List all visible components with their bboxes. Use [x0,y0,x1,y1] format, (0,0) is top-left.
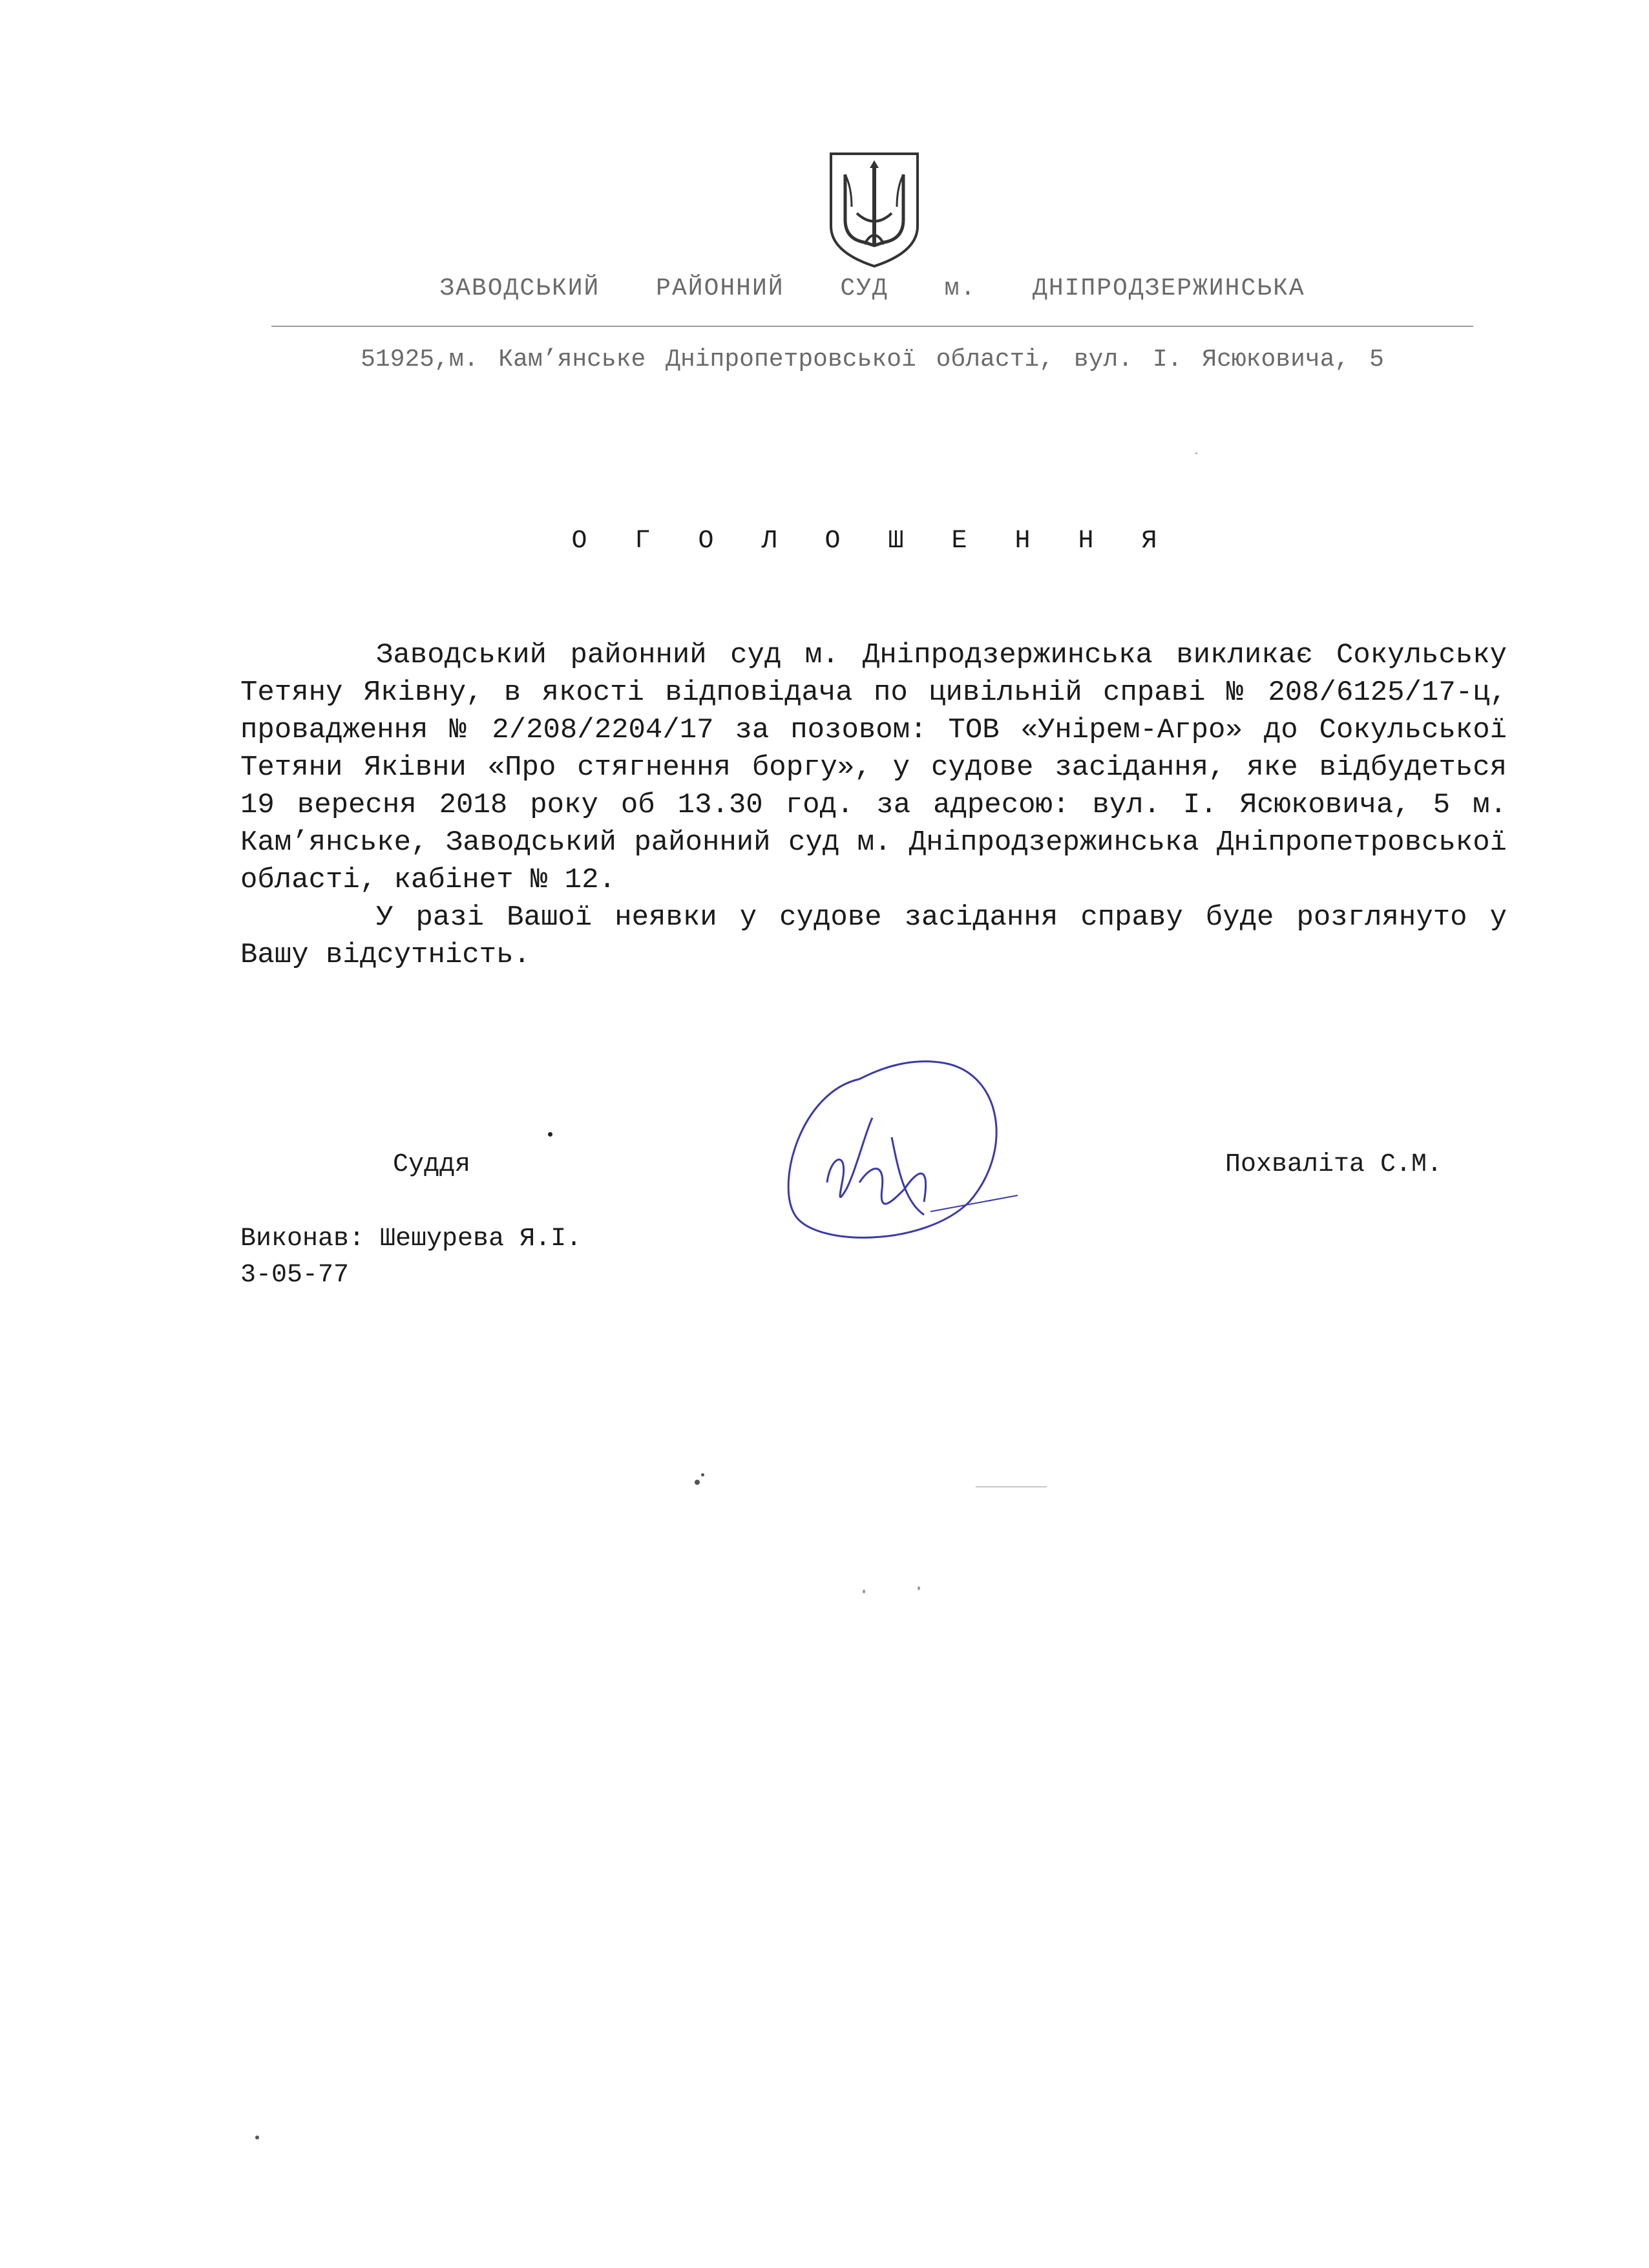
scan-speck [1195,452,1197,454]
judge-name: Похваліта С.М. [1225,1150,1443,1179]
scan-speck [255,2136,259,2139]
document-title: О Г О Л О Ш Е Н Н Я [571,527,1173,556]
coat-of-arms-icon [826,149,923,271]
announcement-body [240,636,1507,974]
scan-mark [976,1486,1047,1487]
scan-speck [918,1586,920,1590]
header-divider [271,326,1473,327]
scan-speck [701,1473,704,1476]
judge-label: Суддя [393,1150,471,1179]
court-name: ЗАВОДСЬКИЙ РАЙОННИЙ СУД м. ДНІПРОДЗЕРЖИНСЬКА [439,275,1305,302]
court-address: 51925,м. Кам’янське Дніпропетровської області, вул. І. Ясюковича, 5 [361,346,1384,373]
executor-phone: 3-05-77 [240,1261,350,1290]
executor-line: Виконав: Шешурева Я.І. [240,1224,582,1254]
handwritten-signature [762,1053,1021,1260]
announcement-paragraph: Заводський районний суд м. Дніпродзержинська викликає Сокульську Тетяну Яківну, в якості відповідача по цивільній справі № 208/6125/17-ц, провадження № 2/208/2204/17 за позовом: ТОВ «Унірем-Агро» до Сокульської Тетяни Яківни «Про стягнення боргу», у судове засідання, яке відбудеться 19 вересня 2018 року об 13.30 год. за адресою: вул. І. Ясюковича, 5 м. Кам’янське, Заводський районний суд м. Дніпродзержинська Дніпропетровської області, кабінет № 12. [240,639,1507,896]
announcement-paragraph: У разі Вашої неявки у судове засідання справу буде розглянуто у Вашу відсутність. [240,901,1507,971]
scan-speck [863,1590,865,1593]
executor-block [240,1221,582,1294]
scan-speck [695,1480,700,1485]
ink-dot [548,1132,552,1137]
